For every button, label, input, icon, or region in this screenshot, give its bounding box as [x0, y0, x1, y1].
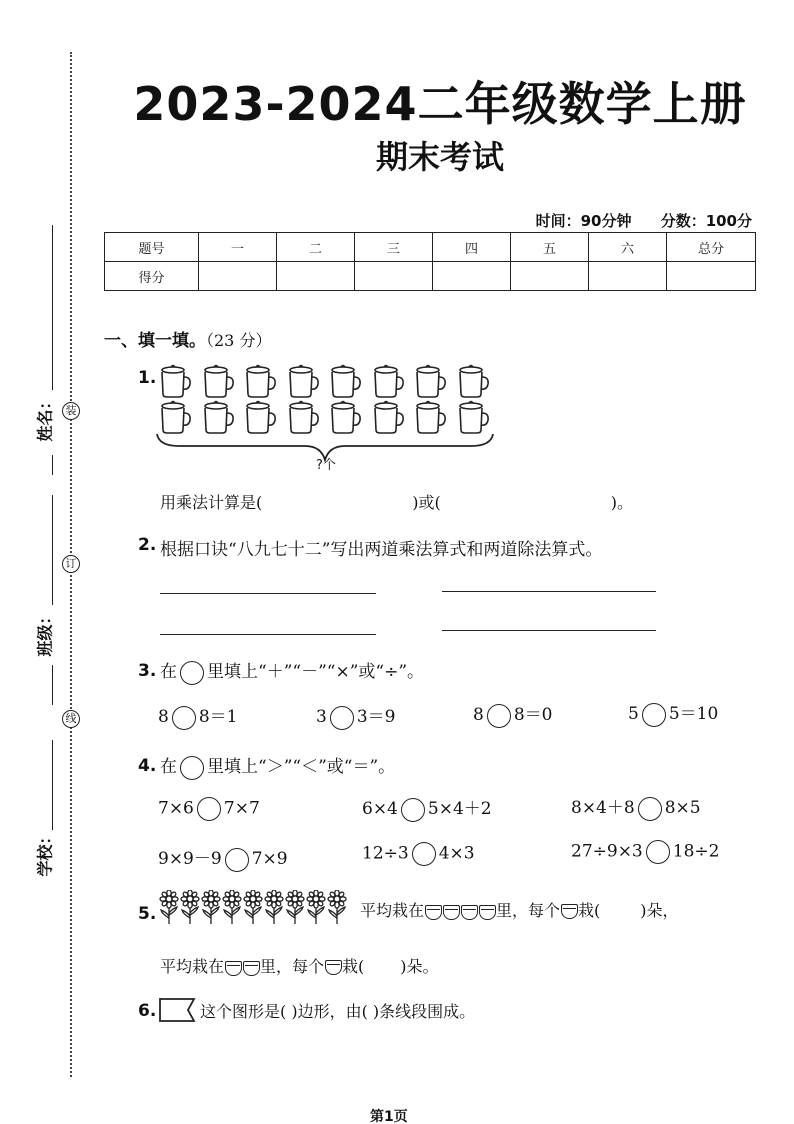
q1-text-c: )。 [610, 493, 633, 512]
exam-time: 时间：90分钟 [535, 212, 632, 230]
binding-margin [0, 0, 100, 1124]
pentagon-shape-icon [158, 997, 198, 1023]
page-title: 2023-2024二年级数学上册 [133, 77, 747, 131]
pot-icon [479, 905, 496, 920]
cup-icon [371, 364, 405, 400]
answer-line[interactable] [160, 593, 376, 594]
cup-icon [201, 400, 235, 436]
score-cell[interactable] [589, 262, 667, 291]
flower-icon [179, 890, 201, 930]
q3-right: 8＝0 [513, 705, 553, 725]
q4-item [362, 842, 475, 866]
cup-icon [456, 400, 490, 436]
question-number: 6. [138, 1001, 157, 1021]
cup-icon [158, 400, 192, 436]
exam-meta [512, 210, 752, 231]
q5-line2-d: )朵。 [400, 957, 439, 976]
flower-icon [284, 890, 306, 930]
pot-group-2 [224, 958, 260, 977]
score-header-cell: 三 [355, 233, 433, 262]
q3-right: 8＝1 [198, 707, 238, 727]
q4-item [362, 794, 492, 822]
answer-circle[interactable] [638, 797, 662, 821]
answer-circle[interactable] [412, 842, 436, 866]
q5-line2 [160, 954, 439, 977]
q4-item [571, 840, 719, 864]
cup-icon [371, 400, 405, 436]
cup-icon [413, 400, 447, 436]
cup-icon [243, 400, 277, 436]
q4-right: 5×4＋2 [427, 799, 492, 819]
q3-item [473, 700, 552, 728]
q4-item [158, 797, 260, 821]
q3-item [158, 702, 237, 730]
flower-icon [242, 890, 264, 930]
flower-icon [263, 890, 285, 930]
q4-right: 7×7 [223, 798, 260, 819]
circle-icon [180, 756, 204, 780]
q5-line1-d: )朵， [640, 901, 679, 920]
q3-right: 3＝9 [356, 707, 396, 727]
score-header-cell: 总分 [667, 233, 756, 262]
seal-zhuang: 装 [62, 402, 80, 420]
q5-line1 [360, 898, 679, 921]
flower-icon [305, 890, 327, 930]
score-table [104, 232, 756, 291]
q3-right: 5＝10 [668, 704, 719, 724]
score-table-header-row [105, 233, 756, 262]
page-footer: 第1页 [370, 1109, 408, 1124]
pot-icon [443, 905, 460, 920]
score-header-cell: 五 [511, 233, 589, 262]
q4-left: 8×4＋8 [571, 798, 635, 818]
q5-line2-a: 平均栽在 [160, 957, 225, 976]
score-cell[interactable] [355, 262, 433, 291]
cup-icon [328, 364, 362, 400]
q1-text-a: 用乘法计算是( [160, 493, 263, 512]
score-cell[interactable] [511, 262, 589, 291]
name-label: 姓名： [35, 393, 55, 442]
score-cell[interactable] [433, 262, 511, 291]
q4-right: 18÷2 [672, 841, 720, 862]
pot-icon [225, 961, 242, 976]
answer-circle[interactable] [225, 848, 249, 872]
cup-icon [286, 364, 320, 400]
q4-item [158, 844, 288, 872]
page-subtitle: 期末考试 [375, 138, 504, 176]
class-label: 班级： [35, 608, 55, 657]
score-header-cell: 二 [277, 233, 355, 262]
score-row-label: 得分 [105, 262, 199, 291]
answer-circle[interactable] [642, 703, 666, 727]
q3-left: 8 [473, 705, 484, 725]
pot-icon [425, 905, 442, 920]
q4-left: 9×9－9 [158, 849, 222, 869]
name-field-line[interactable] [52, 225, 53, 390]
answer-circle[interactable] [487, 704, 511, 728]
q3-left: 8 [158, 707, 169, 727]
score-header-cell: 题号 [105, 233, 199, 262]
flower-icon [221, 890, 243, 930]
q4-right: 4×3 [438, 843, 475, 864]
q3-text-b: 里填上“＋”“－”“×”或“÷”。 [207, 662, 425, 682]
question-number: 5. [138, 904, 157, 924]
q5-line1-b: 里，每个 [496, 901, 561, 920]
cup-icon [328, 400, 362, 436]
flower-icon [158, 890, 180, 930]
score-cell[interactable] [199, 262, 277, 291]
score-header-cell: 一 [199, 233, 277, 262]
q3-item [628, 699, 718, 727]
cup-icon [413, 364, 447, 400]
pot-icon [325, 960, 342, 975]
section-title-text: 一、填一填。 [104, 331, 206, 351]
q5-line1-a: 平均栽在 [360, 901, 425, 920]
answer-circle[interactable] [646, 840, 670, 864]
q4-text [160, 752, 395, 780]
exam-score: 分数：100分 [660, 212, 752, 230]
q5-line2-b: 里，每个 [260, 957, 325, 976]
q4-right: 8×5 [664, 798, 701, 818]
question-number: 2. [138, 535, 157, 555]
cup-icon [456, 364, 490, 400]
q2-text: 根据口诀“八九七十二”写出两道乘法算式和两道除法算式。 [160, 540, 603, 560]
school-field-line[interactable] [52, 740, 53, 830]
seal-ding: 订 [62, 555, 80, 573]
q1-text-b: )或( [412, 493, 441, 512]
pot-icon [461, 905, 478, 920]
q3-text [160, 657, 424, 685]
cup-icon [158, 364, 192, 400]
q5-line1-c: 栽( [578, 901, 601, 920]
q3-item [316, 702, 395, 730]
cup-icon [286, 400, 320, 436]
answer-circle[interactable] [401, 798, 425, 822]
name-field-line-2 [52, 455, 53, 475]
flower-icon [200, 890, 222, 930]
q4-left: 27÷9×3 [571, 841, 643, 862]
score-cell[interactable] [277, 262, 355, 291]
q4-left: 7×6 [158, 798, 194, 819]
pot-icon [561, 904, 578, 919]
cup-icon [243, 364, 277, 400]
answer-circle[interactable] [172, 706, 196, 730]
q3-left: 5 [628, 704, 639, 724]
answer-circle[interactable] [197, 797, 221, 821]
pot-group-4 [424, 902, 496, 921]
question-number: 1. [138, 368, 157, 388]
section-points: （23 分） [206, 331, 272, 350]
q4-right: 7×9 [251, 849, 288, 869]
answer-line[interactable] [160, 634, 376, 635]
pot-icon [243, 961, 260, 976]
score-table-score-row [105, 262, 756, 291]
question-number: 4. [138, 756, 157, 776]
q3-text-a: 在 [160, 662, 177, 682]
score-cell[interactable] [667, 262, 756, 291]
flowers-illustration [158, 890, 358, 930]
flower-icon [326, 890, 348, 930]
answer-circle[interactable] [330, 706, 354, 730]
q6-text: 这个图形是( )边形，由( )条线段围成。 [200, 1002, 476, 1021]
question-number: 3. [138, 661, 157, 681]
brace-label: ?个 [316, 458, 336, 473]
school-label: 学校： [35, 828, 55, 877]
q4-text-b: 里填上“＞”“＜”或“＝”。 [207, 757, 396, 777]
answer-line[interactable] [442, 591, 656, 592]
q5-line2-c: 栽( [342, 957, 365, 976]
section-title [104, 326, 271, 351]
class-field-line-2 [52, 665, 53, 705]
q4-left: 6×4 [362, 799, 398, 819]
answer-line[interactable] [442, 630, 656, 631]
q1-text [160, 490, 633, 513]
score-header-cell: 四 [433, 233, 511, 262]
score-header-cell: 六 [589, 233, 667, 262]
class-field-line[interactable] [52, 495, 53, 605]
q4-item [571, 793, 701, 821]
q3-left: 3 [316, 707, 327, 727]
seal-xian: 线 [62, 710, 80, 728]
q4-text-a: 在 [160, 757, 177, 777]
circle-icon [180, 661, 204, 685]
q4-left: 12÷3 [362, 843, 409, 864]
cup-icon [201, 364, 235, 400]
